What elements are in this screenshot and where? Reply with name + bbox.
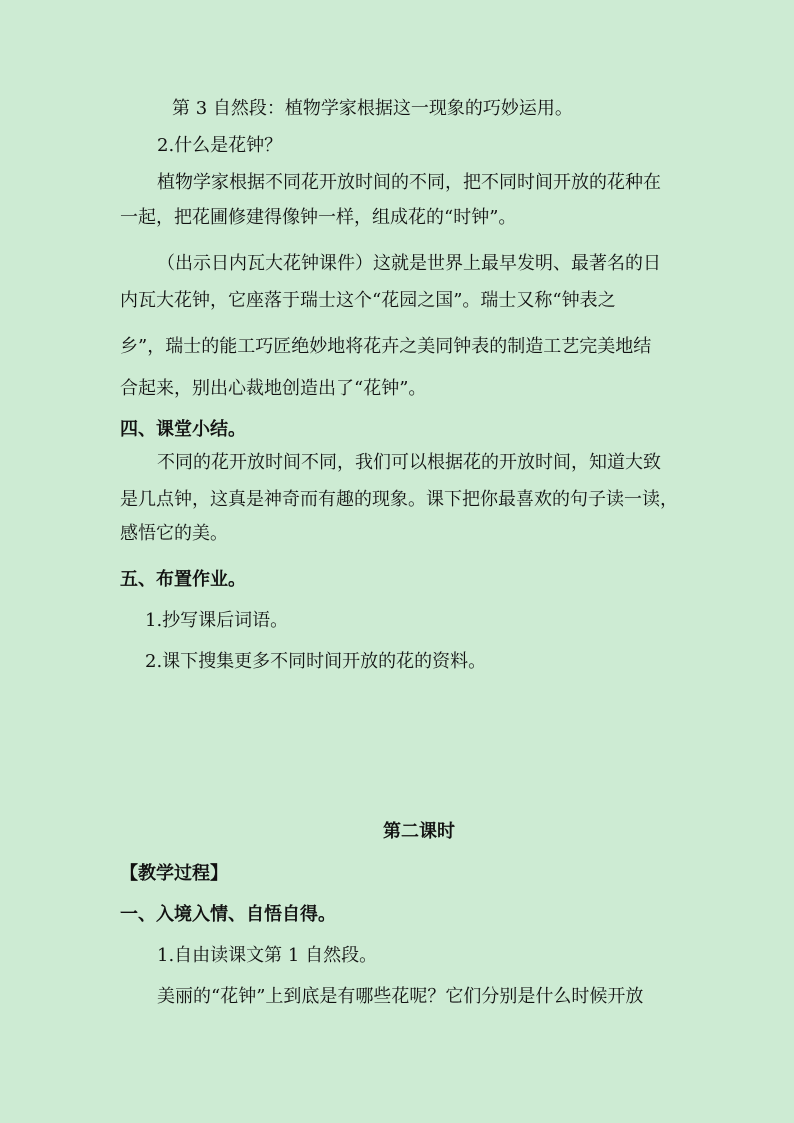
section-heading-one: 一、入境入情、自悟自得。 bbox=[120, 904, 336, 925]
teaching-process-heading: 【教学过程】 bbox=[120, 863, 228, 884]
list-item: 1.自由读课文第 1 自然段。 bbox=[157, 945, 378, 966]
question-heading: 2.什么是花钟？ bbox=[157, 135, 283, 156]
section-heading-summary: 四、课堂小结。 bbox=[120, 419, 246, 440]
paragraph-line: 一起，把花圃修建得像钟一样，组成花的“时钟”。 bbox=[120, 207, 517, 228]
paragraph-line: 不同的花开放时间不同，我们可以根据花的开放时间，知道大致 bbox=[157, 452, 661, 473]
paragraph-line: 是几点钟，这真是神奇而有趣的现象。课下把你最喜欢的句子读一读， bbox=[120, 489, 678, 510]
paragraph-line: 合起来，别出心裁地创造出了“花钟”。 bbox=[120, 378, 427, 399]
paragraph-line: 植物学家根据不同花开放时间的不同，把不同时间开放的花种在 bbox=[157, 172, 661, 193]
list-item: 2.课下搜集更多不同时间开放的花的资料。 bbox=[145, 651, 487, 672]
paragraph-line: 第 3 自然段：植物学家根据这一现象的巧妙运用。 bbox=[172, 98, 573, 119]
paragraph-line: 感悟它的美。 bbox=[120, 523, 228, 544]
paragraph-line: 美丽的“花钟”上到底是有哪些花呢？它们分别是什么时候开放 bbox=[157, 986, 644, 1007]
section-heading-homework: 五、布置作业。 bbox=[120, 569, 246, 590]
lesson-title: 第二课时 bbox=[383, 821, 455, 842]
paragraph-line: （出示日内瓦大花钟课件）这就是世界上最早发明、最著名的日 bbox=[157, 253, 661, 274]
paragraph-line: 乡”，瑞士的能工巧匠绝妙地将花卉之美同钟表的制造工艺完美地结 bbox=[120, 336, 652, 357]
list-item: 1.抄写课后词语。 bbox=[145, 610, 289, 631]
paragraph-line: 内瓦大花钟，它座落于瑞士这个“花园之国”。瑞士又称“钟表之 bbox=[120, 290, 616, 311]
